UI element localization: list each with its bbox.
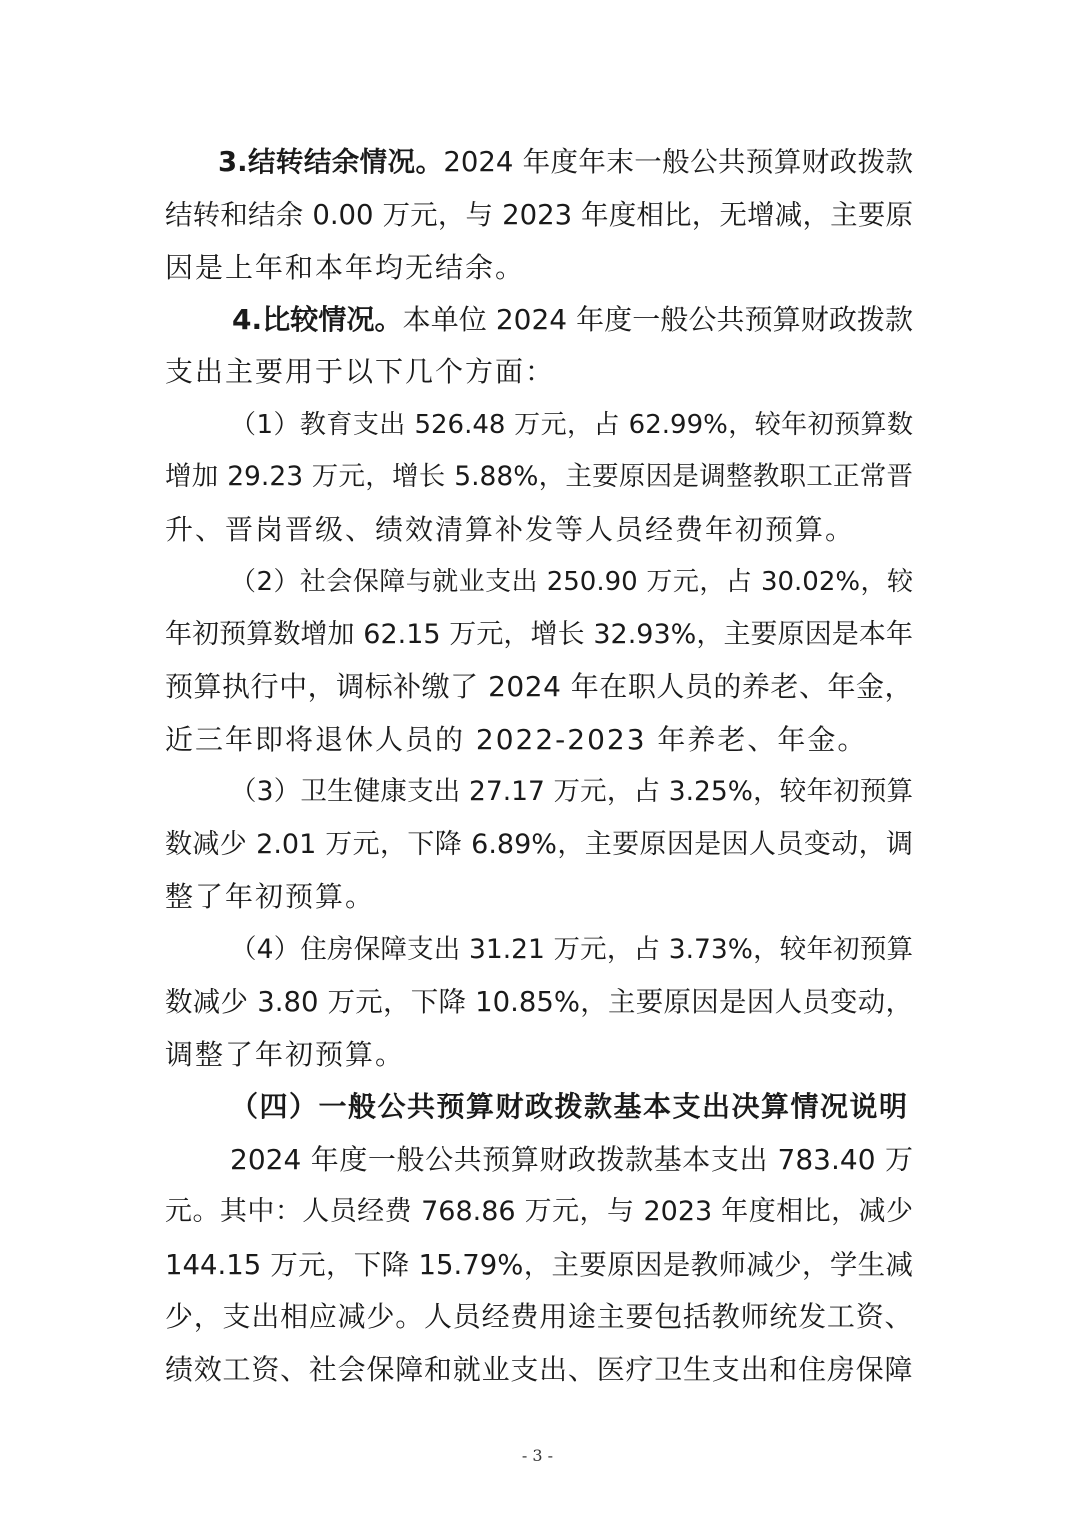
item2-line2: 年初预算数增加 62.15 万元，增长 32.93%，主要原因是本年 (165, 619, 913, 650)
section4-line2: 支出主要用于以下几个方面： (165, 355, 556, 388)
section4-text: 本单位 2024 年度一般公共预算财政拨款 (402, 303, 914, 336)
item4-line1: （4）住房保障支出 31.21 万元，占 3.73%，较年初预算 (230, 934, 913, 965)
section-four-line3: 144.15 万元，下降 15.79%，主要原因是教师减少，学生减 (165, 1249, 913, 1281)
item2-line4: 近三年即将退休人员的 2022-2023 年养老、年金。 (165, 723, 868, 756)
item3-line3: 整了年初预算。 (165, 880, 376, 913)
item2-line1: （2）社会保障与就业支出 250.90 万元，占 30.02%，较 (230, 567, 913, 597)
item3-line1: （3）卫生健康支出 27.17 万元，占 3.25%，较年初预算 (230, 776, 913, 807)
section4-first-line (232, 300, 913, 340)
section3-line3: 因是上年和本年均无结余。 (165, 251, 526, 284)
section-four-heading: （四）一般公共预算财政拨款基本支出决算情况说明 (230, 1090, 909, 1123)
section3-line2: 结转和结余 0.00 万元，与 2023 年度相比，无增减，主要原 (165, 199, 913, 231)
section3-title: 3.结转结余情况。 (218, 146, 444, 178)
section-four-line2: 元。其中：人员经费 768.86 万元，与 2023 年度相比，减少 (165, 1196, 913, 1227)
section4-title: 4.比较情况。 (232, 303, 403, 336)
item1-line1: （1）教育支出 526.48 万元，占 62.99%，较年初预算数 (230, 410, 913, 440)
page-number: - 3 - (521, 1446, 554, 1465)
section-four-line1: 2024 年度一般公共预算财政拨款基本支出 783.40 万 (230, 1143, 913, 1176)
item2-line3: 预算执行中，调标补缴了 2024 年在职人员的养老、年金， (165, 670, 913, 703)
item4-line3: 调整了年初预算。 (165, 1038, 406, 1071)
section3-first-line (218, 142, 913, 182)
item1-line3: 升、晋岗晋级、绩效清算补发等人员经费年初预算。 (165, 513, 856, 546)
section-four-line4: 少，支出相应减少。人员经费用途主要包括教师统发工资、 (165, 1300, 913, 1333)
section-four-line5: 绩效工资、社会保障和就业支出、医疗卫生支出和住房保障 (165, 1353, 913, 1386)
item4-line2: 数减少 3.80 万元，下降 10.85%，主要原因是因人员变动， (165, 986, 913, 1018)
item3-line2: 数减少 2.01 万元，下降 6.89%，主要原因是因人员变动，调 (165, 829, 913, 860)
item1-line2: 增加 29.23 万元，增长 5.88%，主要原因是调整教职工正常晋 (165, 461, 913, 492)
section3-text: 2024 年度年末一般公共预算财政拨款 (443, 146, 913, 178)
